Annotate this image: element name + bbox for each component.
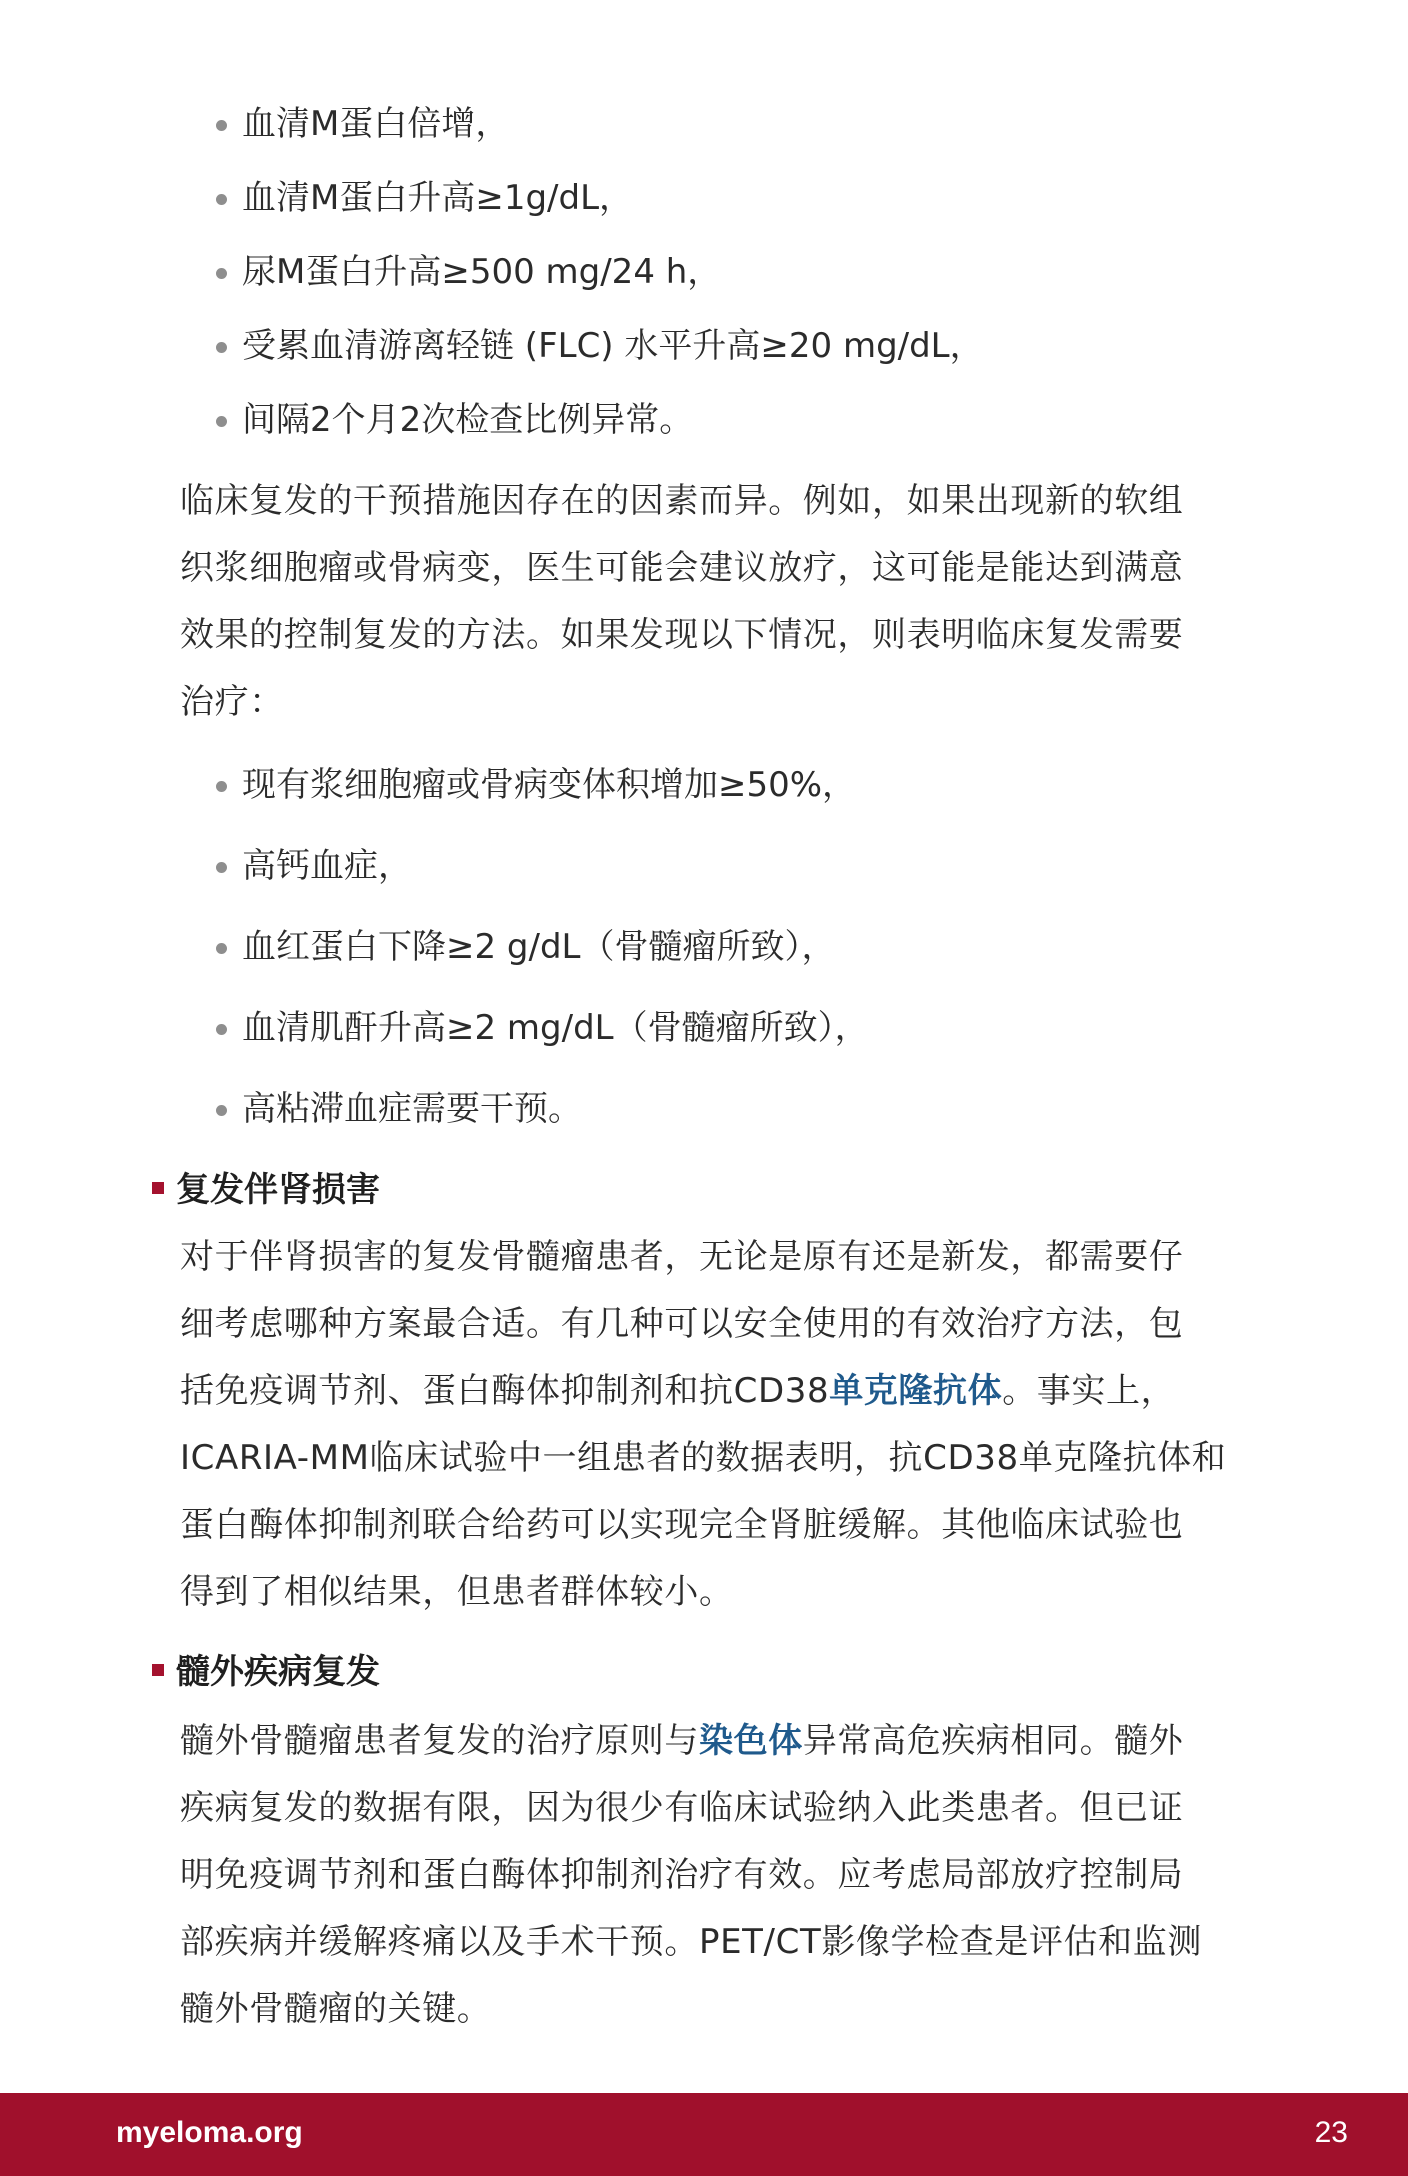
heading-text: 髓外疾病复发 [176,1652,380,1692]
page-footer [0,2093,1408,2176]
list-item: 受累血清游离轻链 (FLC) 水平升高≥20 mg/dL， [214,326,984,366]
list-item: 尿M蛋白升高≥500 mg/24 h， [214,252,984,292]
heading-text: 复发伴肾损害 [176,1170,380,1210]
paragraph-line: 疾病复发的数据有限，因为很少有临床试验纳入此类患者。但已证 [180,1788,1184,1828]
text-run: 括免疫调节剂、蛋白酶体抑制剂和抗CD38 [180,1371,830,1411]
list-item: 血清肌酐升高≥2 mg/dL（骨髓瘤所致）， [214,1008,869,1048]
paragraph-line: 治疗： [180,682,284,722]
list-item: 高粘滞血症需要干预。 [214,1089,869,1129]
glossary-term-link[interactable]: 单克隆抗体 [829,1371,1003,1411]
list-item: 血红蛋白下降≥2 g/dL（骨髓瘤所致）， [214,927,869,967]
text-run: 异常高危疾病相同。髓外 [802,1721,1184,1761]
extramedullary-section-paragraph [180,1708,1300,2043]
relapse-criteria-list [214,104,984,474]
section-heading-extramedullary [152,1652,380,1692]
list-item: 血清M蛋白升高≥1g/dL， [214,178,984,218]
text-run: 。事实上， [1002,1371,1176,1411]
clinical-relapse-paragraph [180,468,1300,736]
section-heading-renal [152,1170,380,1210]
paragraph-line: 效果的控制复发的方法。如果发现以下情况，则表明临床复发需要 [180,615,1184,655]
paragraph-line: ICARIA-MM临床试验中一组患者的数据表明，抗CD38单克隆抗体和 [180,1438,1227,1478]
paragraph-line: 细考虑哪种方案最合适。有几种可以安全使用的有效治疗方法，包 [180,1304,1184,1344]
paragraph-line: 部疾病并缓解疼痛以及手术干预。PET/CT影像学检查是评估和监测 [180,1922,1202,1962]
treatment-indications-list [214,765,869,1170]
footer-site-link[interactable]: myeloma.org [116,2116,303,2149]
paragraph-line [180,1708,1300,1775]
glossary-term-link[interactable]: 染色体 [699,1721,803,1761]
list-item: 高钙血症， [214,846,869,886]
text-run: 髓外骨髓瘤患者复发的治疗原则与 [180,1721,699,1761]
list-item: 间隔2个月2次检查比例异常。 [214,400,984,440]
paragraph-line: 织浆细胞瘤或骨病变，医生可能会建议放疗，这可能是能达到满意 [180,548,1184,588]
paragraph-line [180,1358,1300,1425]
square-bullet-icon [152,1182,164,1194]
renal-section-paragraph [180,1224,1300,1626]
paragraph-line: 明免疫调节剂和蛋白酶体抑制剂治疗有效。应考虑局部放疗控制局 [180,1855,1184,1895]
square-bullet-icon [152,1664,164,1676]
list-item: 血清M蛋白倍增， [214,104,984,144]
paragraph-line: 对于伴肾损害的复发骨髓瘤患者，无论是原有还是新发，都需要仔 [180,1237,1184,1277]
paragraph-line: 临床复发的干预措施因存在的因素而异。例如，如果出现新的软组 [180,481,1184,521]
paragraph-line: 蛋白酶体抑制剂联合给药可以实现完全肾脏缓解。其他临床试验也 [180,1505,1184,1545]
paragraph-line: 髓外骨髓瘤的关键。 [180,1989,492,2029]
list-item: 现有浆细胞瘤或骨病变体积增加≥50%， [214,765,869,805]
page-number: 23 [1314,2116,1348,2149]
paragraph-line: 得到了相似结果，但患者群体较小。 [180,1572,734,1612]
